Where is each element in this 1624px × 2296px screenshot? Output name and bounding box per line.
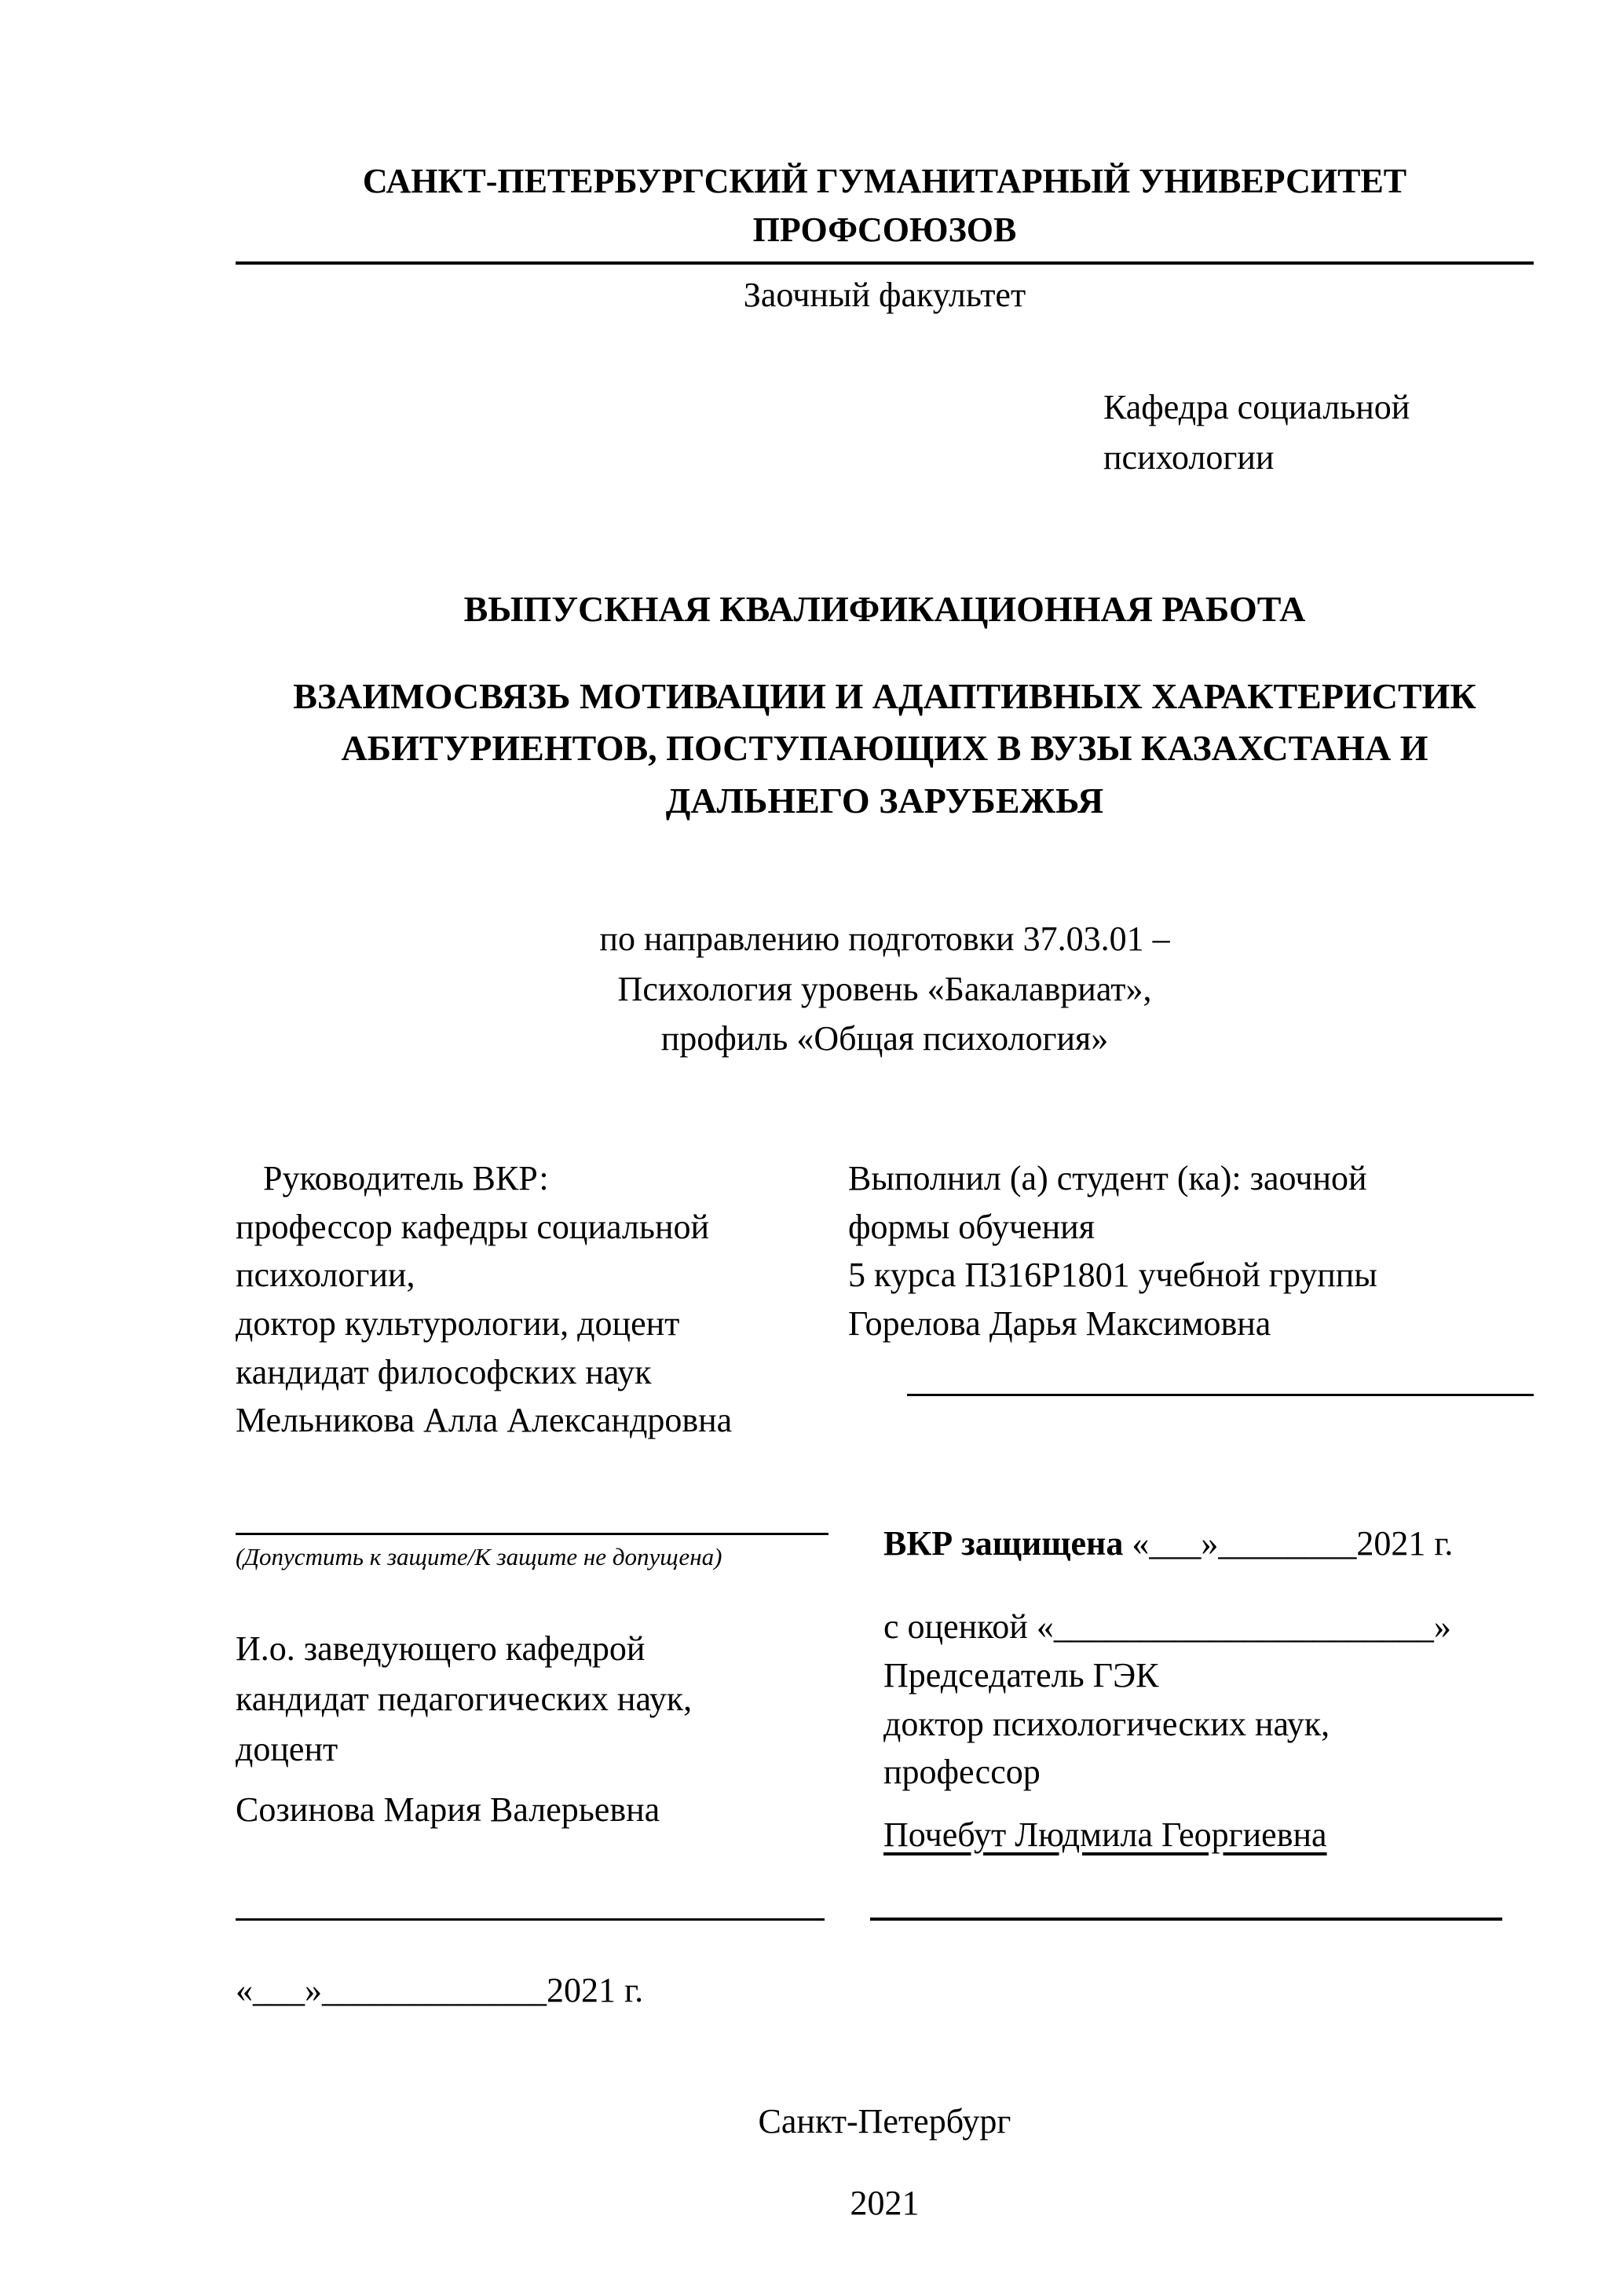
supervisor-line: психологии, [236,1256,415,1295]
supervisor-name: Мельникова Алла Александровна [236,1401,733,1440]
committee-chair-line: Председатель ГЭК [883,1655,1159,1695]
defense-date-label: ВКР защищена [883,1523,1124,1563]
defense-block [848,1519,1534,1859]
student-line: Выполнил (а) студент (ка): заочной [848,1159,1367,1198]
signature-line [236,1519,828,1535]
student-line: 5 курса П316Р1801 учебной группы [848,1256,1377,1295]
department-line: психологии [1103,437,1275,477]
program-line: профиль «Общая психология» [660,1019,1109,1058]
department-block [1103,382,1534,483]
supervisor-line: кандидат философских наук [236,1352,652,1391]
program-info [236,914,1534,1064]
footer-city: Санкт-Петербург [758,2101,1011,2141]
thesis-title-line: ДАЛЬНЕГО ЗАРУБЕЖЬЯ [665,781,1104,821]
faculty-name: Заочный факультет [743,276,1026,315]
student-name: Горелова Дарья Максимовна [848,1304,1271,1343]
defense-date-blank: «___»________2021 г. [1123,1523,1454,1563]
thesis-title-line: ВЗАИМОСВЯЗЬ МОТИВАЦИИ И АДАПТИВНЫХ ХАРАКТЕРИСТИК [293,675,1476,716]
committee-chair-line: профессор [883,1753,1041,1792]
signature-line [870,1918,1502,1921]
committee-chair-line: доктор психологических наук, [883,1704,1330,1743]
university-name: САНКТ-ПЕТЕРБУРГСКИЙ ГУМАНИТАРНЫЙ УНИВЕРСИТЕТ ПРОФСОЮЗОВ [236,157,1534,265]
work-type-heading: ВЫПУСКНАЯ КВАЛИФИКАЦИОННАЯ РАБОТА [463,589,1306,630]
department-line: Кафедра социальной [1103,387,1410,426]
department-head-line: И.о. заведующего кафедрой [236,1629,646,1669]
department-head-line: доцент [236,1729,338,1768]
department-head-line: кандидат педагогических наук, [236,1679,693,1718]
grade-line: с оценкой «______________________» [883,1607,1451,1647]
thesis-title [236,671,1534,828]
people-row [236,1154,1534,1445]
thesis-title-line: АБИТУРИЕНТОВ, ПОСТУПАЮЩИХ В ВУЗЫ КАЗАХСТАНА И [341,728,1428,769]
signature-line [236,1918,825,1921]
student-block [848,1154,1534,1445]
admission-date-line: «___»_____________2021 г. [236,1971,644,2010]
signature-line [907,1394,1534,1396]
admission-caption: (Допустить к защите/К защите не допущена) [236,1542,722,1570]
signatures-row [236,1918,1534,1921]
admission-block [236,1519,848,1859]
supervisor-line: доктор культурологии, доцент [236,1304,680,1343]
supervisor-block [236,1154,848,1445]
program-line: по направлению подготовки 37.03.01 – [599,919,1170,958]
program-line: Психология уровень «Бакалавриат», [617,969,1152,1008]
approval-row [236,1519,1534,1859]
committee-chair-name: Почебут Людмила Георгиевна [883,1815,1327,1854]
supervisor-line: Руководитель ВКР: [263,1159,549,1198]
footer-year: 2021 [850,2183,920,2222]
student-line: формы обучения [848,1207,1095,1246]
supervisor-line: профессор кафедры социальной [236,1207,710,1246]
department-head-block [236,1624,848,1835]
department-head-name: Созинова Мария Валерьевна [236,1790,660,1830]
defense-date-line [883,1519,1534,1568]
